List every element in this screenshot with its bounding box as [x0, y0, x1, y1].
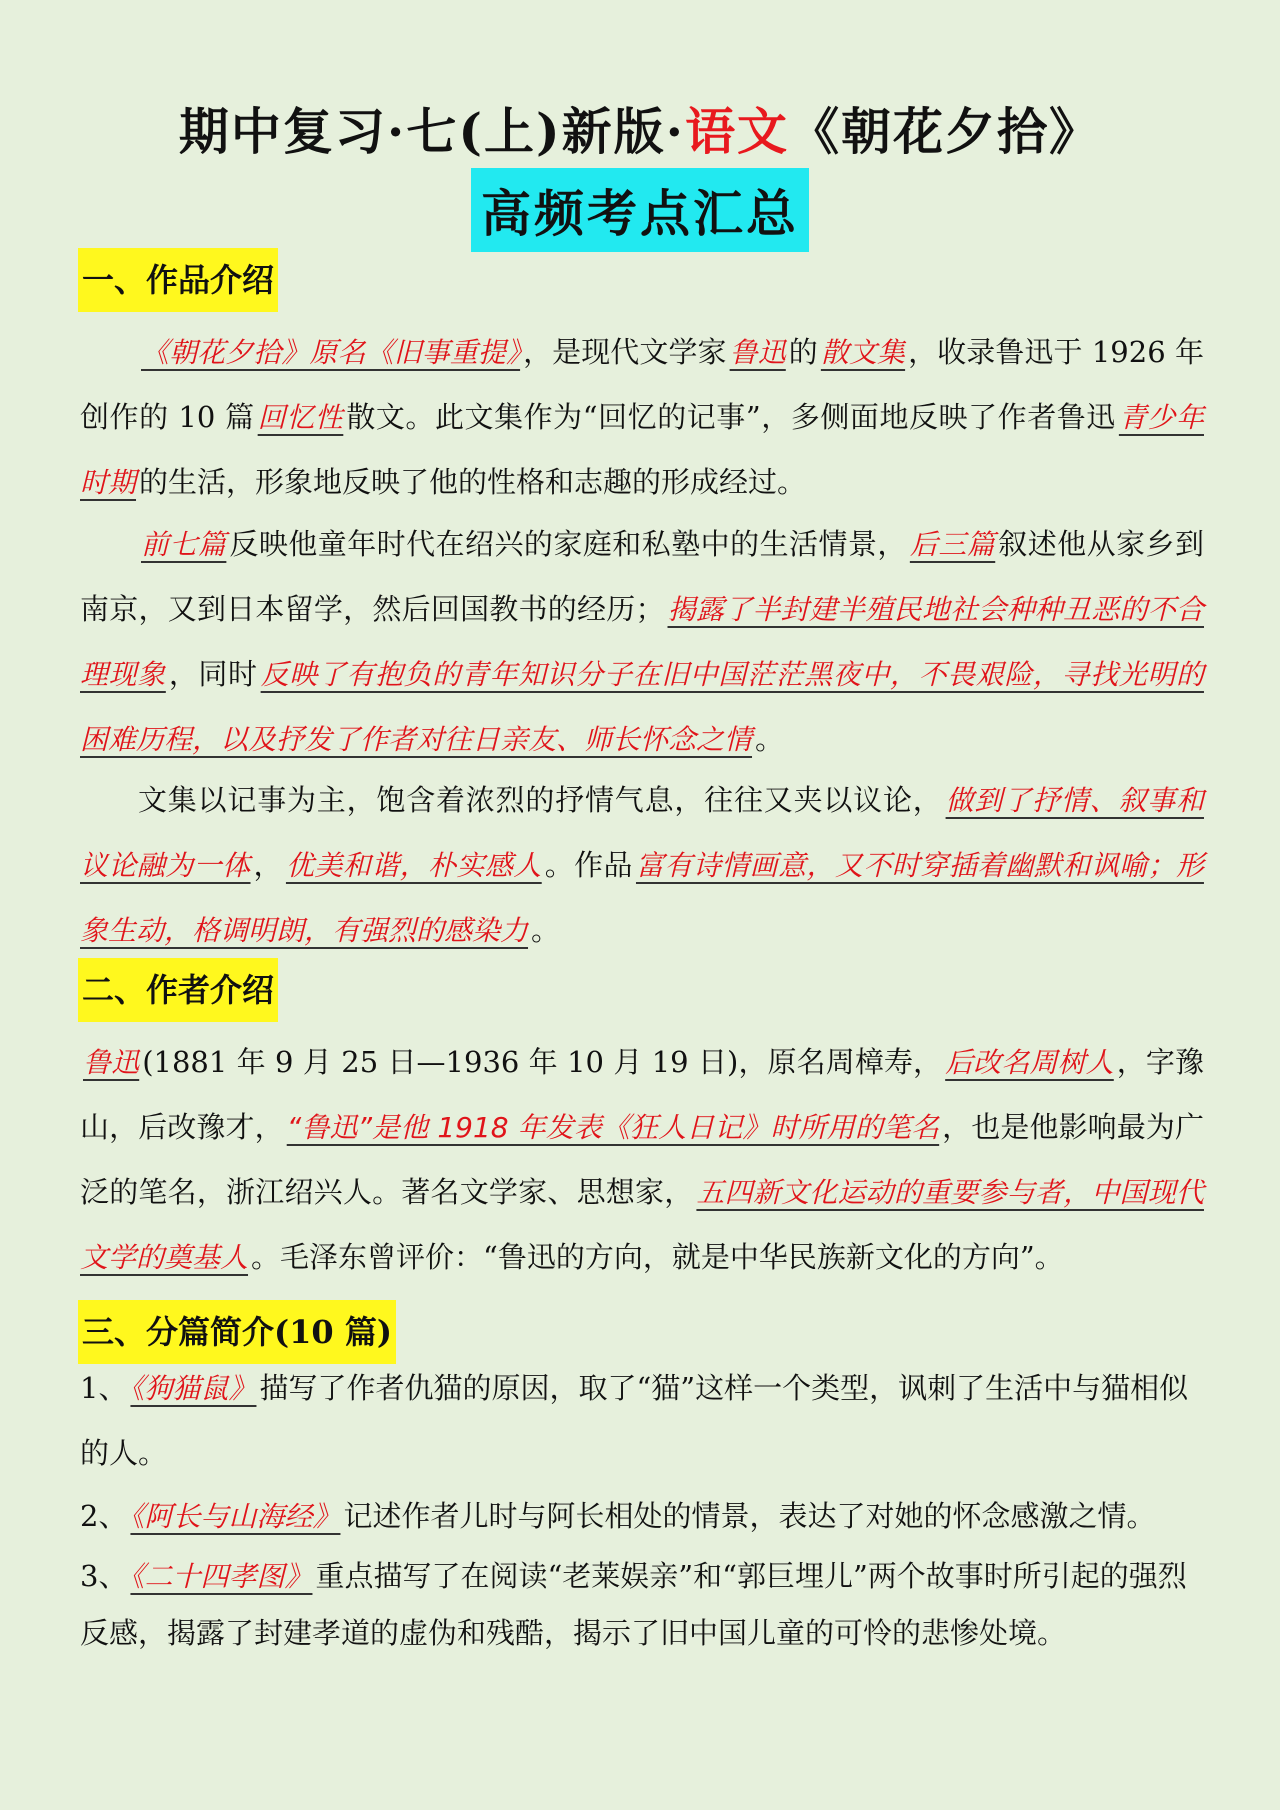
title-book: 《朝花夕拾》	[789, 102, 1102, 161]
answer-text: 优美和谐，朴实感人	[285, 849, 542, 882]
answer-text: 鲁迅	[83, 1046, 140, 1079]
section-heading-author: 二、作者介绍	[78, 958, 278, 1022]
answer-text: 鲁迅	[729, 336, 786, 369]
intro-paragraph-3: 文集以记事为主，饱含着浓烈的抒情气息，往往又夹以议论， 做到了抒情、叙事和议论融为一体 ， 优美和谐，朴实感人 。作品 富有诗情画意，又不时穿插着幽默和讽喻；形象生动，格调明朗，有强烈的感染力 。	[80, 783, 1204, 947]
section-heading-chapters: 三、分篇简介(10 篇)	[78, 1300, 396, 1364]
answer-text: “鲁迅”是他 1918 年发表《狂人日记》时所用的笔名	[286, 1111, 940, 1144]
chapter-title: 《二十四孝图》	[130, 1560, 313, 1593]
answer-text: 做到了抒情、叙事和议论融为一体	[80, 784, 1204, 882]
chapter-title: 《狗猫鼠》	[130, 1372, 257, 1405]
chapter-item-1: 1、 《狗猫鼠》 描写了作者仇猫的原因，取了“猫”这样一个类型，讽刺了生活中与猫相似的人。	[80, 1371, 1189, 1470]
answer-text: 后改名周树人	[945, 1046, 1114, 1079]
answer-text: 富有诗情画意，又不时穿插着幽默和讽喻；形象生动，格调明朗，有强烈的感染力	[80, 849, 1204, 947]
answer-text: 揭露了半封建半殖民地社会种种丑恶的不合理现象	[80, 593, 1204, 691]
answer-text: 五四新文化运动的重要参与者，中国现代文学的奠基人	[80, 1176, 1204, 1274]
answer-text: 回忆性	[257, 401, 344, 434]
chapter-item-3: 3、 《二十四孝图》 重点描写了在阅读“老莱娱亲”和“郭巨埋儿”两个故事时所引起的强烈反感，揭露了封建孝道的虚伪和残酷，揭示了旧中国儿童的可怜的悲惨处境。	[80, 1559, 1187, 1650]
author-paragraph: 鲁迅 (1881 年 9 月 25 日—1936 年 10 月 19 日)，原名周樟寿， 后改名周树人 ，字豫山，后改豫才， “鲁迅”是他 1918 年发表《狂人日记》时所用的笔名 ，也是他影响最为广泛的笔名，浙江绍兴人。著名文学家、思想家， 五四新文化运动的重要参与者，中国现代文学的奠基人 。毛泽东曾评价：“鲁迅的方向，就是中华民族新文化的方向”。	[80, 1045, 1204, 1274]
chapter-item-2: 2、 《阿长与山海经》 记述作者儿时与阿长相处的情景，表达了对她的怀念感激之情。	[80, 1499, 1156, 1533]
section-heading-intro: 一、作品介绍	[78, 248, 278, 312]
answer-text: 反映了有抱负的青年知识分子在旧中国茫茫黑夜中，不畏艰险，寻找光明的困难历程，以及抒发了作者对往日亲友、师长怀念之情	[80, 658, 1204, 756]
answer-text: 散文集	[820, 336, 906, 369]
answer-text: 后三篇	[909, 528, 996, 561]
answer-text: 《朝花夕拾》原名《旧事重提》	[141, 336, 521, 369]
page-title	[0, 92, 1280, 164]
title-subject: 语文	[685, 102, 790, 161]
title-part1: 期中复习·七(上)新版·	[178, 102, 686, 161]
intro-paragraph-2: 前七篇 反映他童年时代在绍兴的家庭和私塾中的生活情景， 后三篇 叙述他从家乡到南京，又到日本留学，然后回国教书的经历； 揭露了半封建半殖民地社会种种丑恶的不合理现象 ，同时 反映了有抱负的青年知识分子在旧中国茫茫黑夜中，不畏艰险，寻找光明的困难历程，以及抒发了作者对往日亲友、师长怀念之情 。	[80, 527, 1204, 756]
page-subtitle: 高频考点汇总	[471, 168, 809, 252]
answer-text: 前七篇	[141, 528, 227, 561]
chapter-title: 《阿长与山海经》	[130, 1500, 341, 1533]
answer-text: 青少年时期	[80, 401, 1204, 499]
intro-paragraph-1: 《朝花夕拾》原名《旧事重提》 ，是现代文学家 鲁迅 的 散文集 ，收录鲁迅于 1926 年创作的 10 篇 回忆性 散文。此文集作为“回忆的记事”，多侧面地反映了作者鲁迅 青少年时期 的生活，形象地反映了他的性格和志趣的形成经过。	[80, 335, 1204, 499]
